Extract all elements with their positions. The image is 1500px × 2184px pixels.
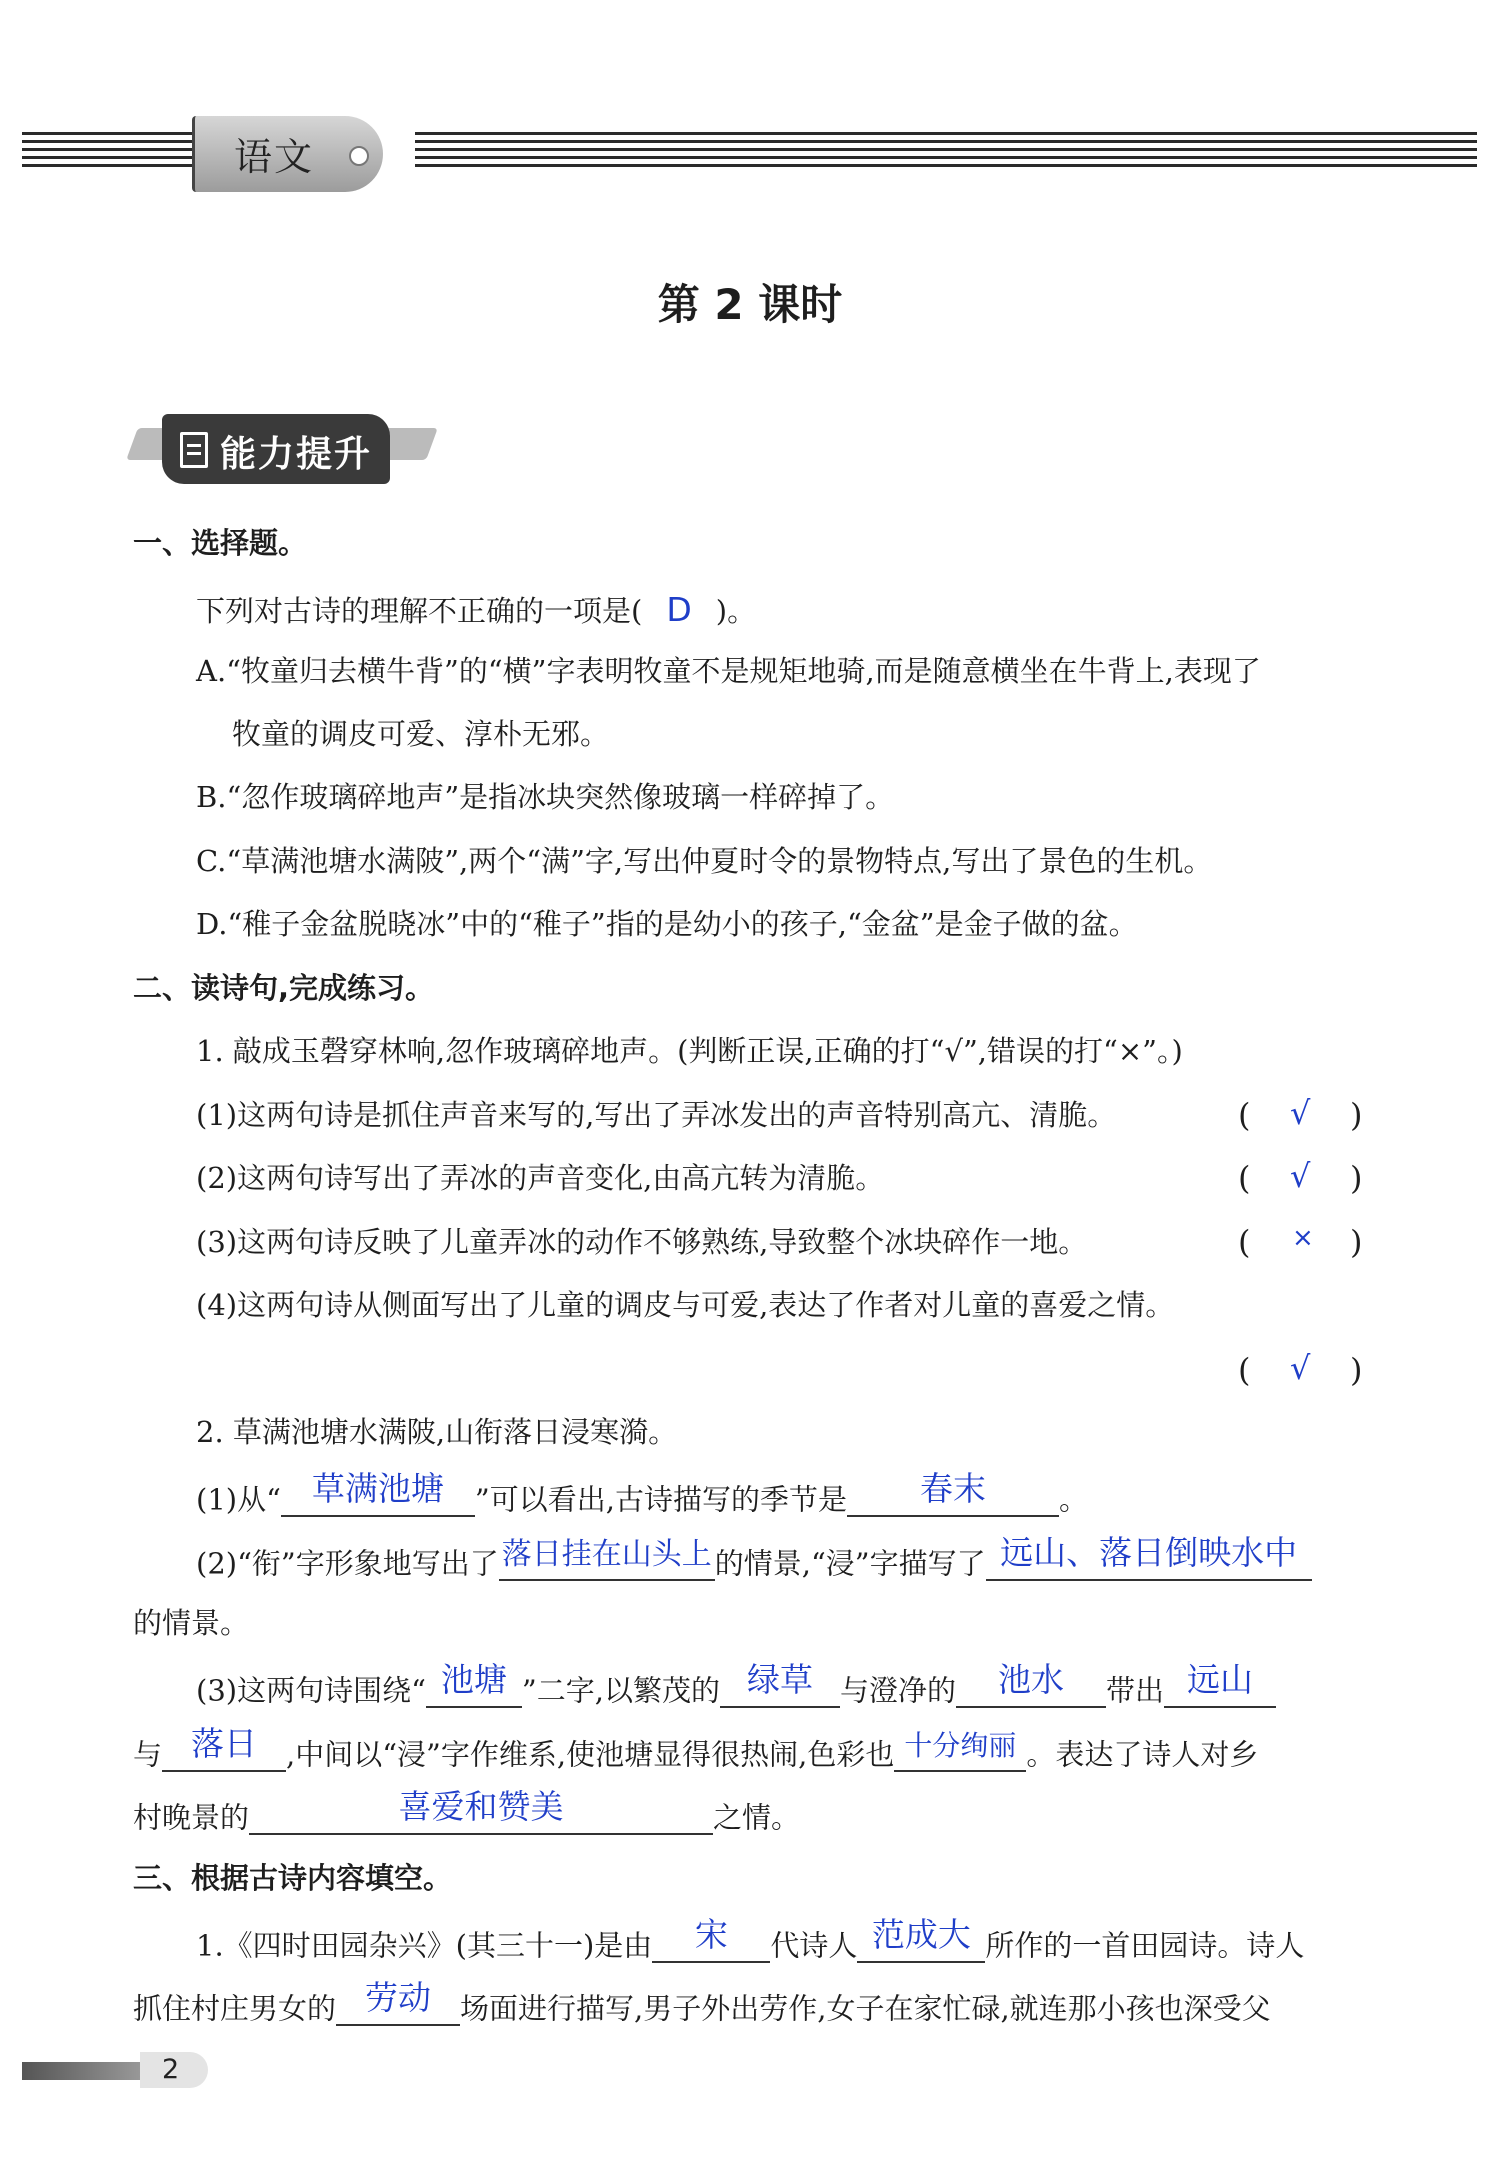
q1-heading: 一、选择题。: [133, 526, 308, 560]
q1-answer: D: [666, 590, 692, 629]
fill-3-blank-g: [249, 1787, 713, 1835]
judge-mark-4: √: [1290, 1349, 1311, 1387]
judge-paren-close-3: ): [1350, 1223, 1363, 1261]
footer-bar: [22, 2062, 142, 2080]
q1-stem-pre: 下列对古诗的理解不正确的一项是(: [196, 594, 643, 628]
header-rule-left: [22, 132, 197, 172]
judge-paren-open-1: (: [1238, 1096, 1251, 1134]
q2-statement-3: (3)这两句诗反映了儿童弄冰的动作不够熟练,导致整个冰块碎作一地。: [196, 1225, 1088, 1259]
q1-option-a-line1: A.“牧童归去横牛背”的“横”字表明牧童不是规矩地骑,而是随意横坐在牛背上,表现了: [196, 654, 1261, 688]
q3-line1: [196, 1915, 1305, 1963]
fill-3-blank-b: [720, 1660, 840, 1708]
q3-l1-mid: 代诗人: [770, 1928, 858, 1963]
fill-3-answer-b: 绿草: [746, 1660, 813, 1699]
judge-mark-1: √: [1290, 1094, 1311, 1132]
q3-answer-c: 劳动: [365, 1978, 432, 2017]
fill-3-mid3: 带出: [1105, 1673, 1164, 1708]
fill-3-pre: (3)这两句诗围绕“: [196, 1673, 426, 1708]
q1-stem: [196, 590, 756, 630]
q1-option-d: D.“稚子金盆脱晓冰”中的“稚子”指的是幼小的孩子,“金盆”是金子做的盆。: [196, 907, 1138, 941]
tab-hole-icon: [349, 146, 369, 166]
q2-fill-2-end: 的情景。: [133, 1606, 250, 1640]
judge-paren-close-1: ): [1350, 1096, 1363, 1134]
fill-1-mid: ”可以看出,古诗描写的季节是: [474, 1482, 847, 1517]
document-icon: [180, 432, 208, 468]
fill-3-answer-a: 池塘: [440, 1660, 507, 1699]
q2-fill-3-line3: [133, 1787, 801, 1835]
fill-1-blank-a: [281, 1469, 475, 1517]
fill-2-answer-a: 落日挂在山头上: [501, 1537, 712, 1573]
fill-3-answer-c: 池水: [997, 1660, 1064, 1699]
fill-3-answer-g: 喜爱和赞美: [398, 1787, 564, 1826]
page-title: 第 2 课时: [657, 280, 843, 329]
fill-2-blank-b: [986, 1533, 1312, 1581]
fill-2-mid: 的情景,“浸”字描写了: [714, 1546, 986, 1581]
q3-l1-pre: 1.《四时田园杂兴》(其三十一)是由: [196, 1928, 653, 1963]
q2-fill-1: [196, 1469, 1088, 1517]
q2-heading: 二、读诗句,完成练习。: [133, 971, 435, 1005]
q1-option-c: C.“草满池塘水满陂”,两个“满”字,写出仲夏时令的景物特点,写出了景色的生机。: [196, 844, 1213, 878]
q2-statement-4: (4)这两句诗从侧面写出了儿童的调皮与可爱,表达了作者对儿童的喜爱之情。: [196, 1288, 1175, 1322]
q3-l2-end: 场面进行描写,男子外出劳作,女子在家忙碌,就连那小孩也深受父: [460, 1991, 1271, 2026]
fill-3-answer-f: 十分绚丽: [904, 1729, 1017, 1763]
q3-blank-b: [857, 1915, 985, 1963]
section-badge: [162, 414, 390, 484]
fill-1-answer-b: 春末: [919, 1469, 986, 1508]
q3-heading: 三、根据古诗内容填空。: [133, 1861, 453, 1895]
fill-3-blank-d: [1164, 1660, 1276, 1708]
q2-fill-3-line2: [133, 1724, 1259, 1772]
q2-fill-3-line1: [196, 1660, 1276, 1708]
fill-2-blank-a: [499, 1537, 715, 1581]
q3-blank-a: [652, 1915, 770, 1963]
judge-mark-2: √: [1290, 1157, 1311, 1195]
section-badge-label: 能力提升: [220, 434, 373, 475]
q2-poem-1: 1. 敲成玉磬穿林响,忽作玻璃碎地声。(判断正误,正确的打“√”,错误的打“×”。): [196, 1034, 1183, 1068]
q1-option-a-line2: 牧童的调皮可爱、淳朴无邪。: [232, 717, 610, 751]
subject-label: 语文: [234, 135, 315, 179]
fill-3-l2-mid: ,中间以“浸”字作维系,使池塘显得很热闹,色彩也: [286, 1737, 895, 1772]
header-rule-right: [415, 132, 1477, 172]
q1-option-b: B.“忽作玻璃碎地声”是指冰块突然像玻璃一样碎掉了。: [196, 780, 895, 814]
q3-l2-pre: 抓住村庄男女的: [133, 1991, 337, 2026]
q2-statement-1: (1)这两句诗是抓住声音来写的,写出了弄冰发出的声音特别高亢、清脆。: [196, 1098, 1117, 1132]
q2-poem-2: 2. 草满池塘水满陂,山衔落日浸寒漪。: [196, 1415, 678, 1449]
fill-3-answer-e: 落日: [191, 1724, 258, 1763]
fill-3-l3-end: 之情。: [713, 1800, 801, 1835]
judge-paren-open-2: (: [1238, 1159, 1251, 1197]
judge-paren-open-3: (: [1238, 1223, 1251, 1261]
fill-3-l2-end: 。表达了诗人对乡: [1026, 1737, 1259, 1772]
fill-3-l2-pre: 与: [133, 1737, 163, 1772]
fill-3-blank-c: [956, 1660, 1106, 1708]
fill-3-mid2: 与澄净的: [839, 1673, 956, 1708]
q2-statement-2: (2)这两句诗写出了弄冰的声音变化,由高亢转为清脆。: [196, 1161, 885, 1195]
fill-2-answer-b: 远山、落日倒映水中: [1000, 1533, 1298, 1572]
q3-answer-b: 范成大: [871, 1915, 971, 1954]
q3-l1-end: 所作的一首田园诗。诗人: [985, 1928, 1305, 1963]
page-number: 2: [162, 2054, 180, 2085]
q1-stem-post: )。: [715, 594, 757, 628]
fill-1-answer-a: 草满池塘: [311, 1469, 444, 1508]
fill-3-l3-pre: 村晚景的: [133, 1800, 250, 1835]
fill-3-answer-d: 远山: [1186, 1660, 1253, 1699]
fill-2-pre: (2)“衔”字形象地写出了: [196, 1546, 499, 1581]
fill-3-mid1: ”二字,以繁茂的: [521, 1673, 720, 1708]
judge-mark-3: ×: [1292, 1223, 1314, 1253]
fill-1-pre: (1)从“: [196, 1482, 281, 1517]
q3-answer-a: 宋: [694, 1915, 728, 1954]
judge-paren-close-2: ): [1350, 1159, 1363, 1197]
fill-3-blank-a: [426, 1660, 522, 1708]
fill-3-blank-e: [162, 1724, 286, 1772]
q2-fill-2: [196, 1533, 1312, 1581]
q3-line2: [133, 1978, 1271, 2026]
fill-1-blank-b: [847, 1469, 1059, 1517]
judge-paren-open-4: (: [1238, 1351, 1251, 1389]
q3-blank-c: [336, 1978, 460, 2026]
fill-1-end: 。: [1058, 1482, 1088, 1517]
fill-3-blank-f: [894, 1729, 1026, 1772]
judge-paren-close-4: ): [1350, 1351, 1363, 1389]
